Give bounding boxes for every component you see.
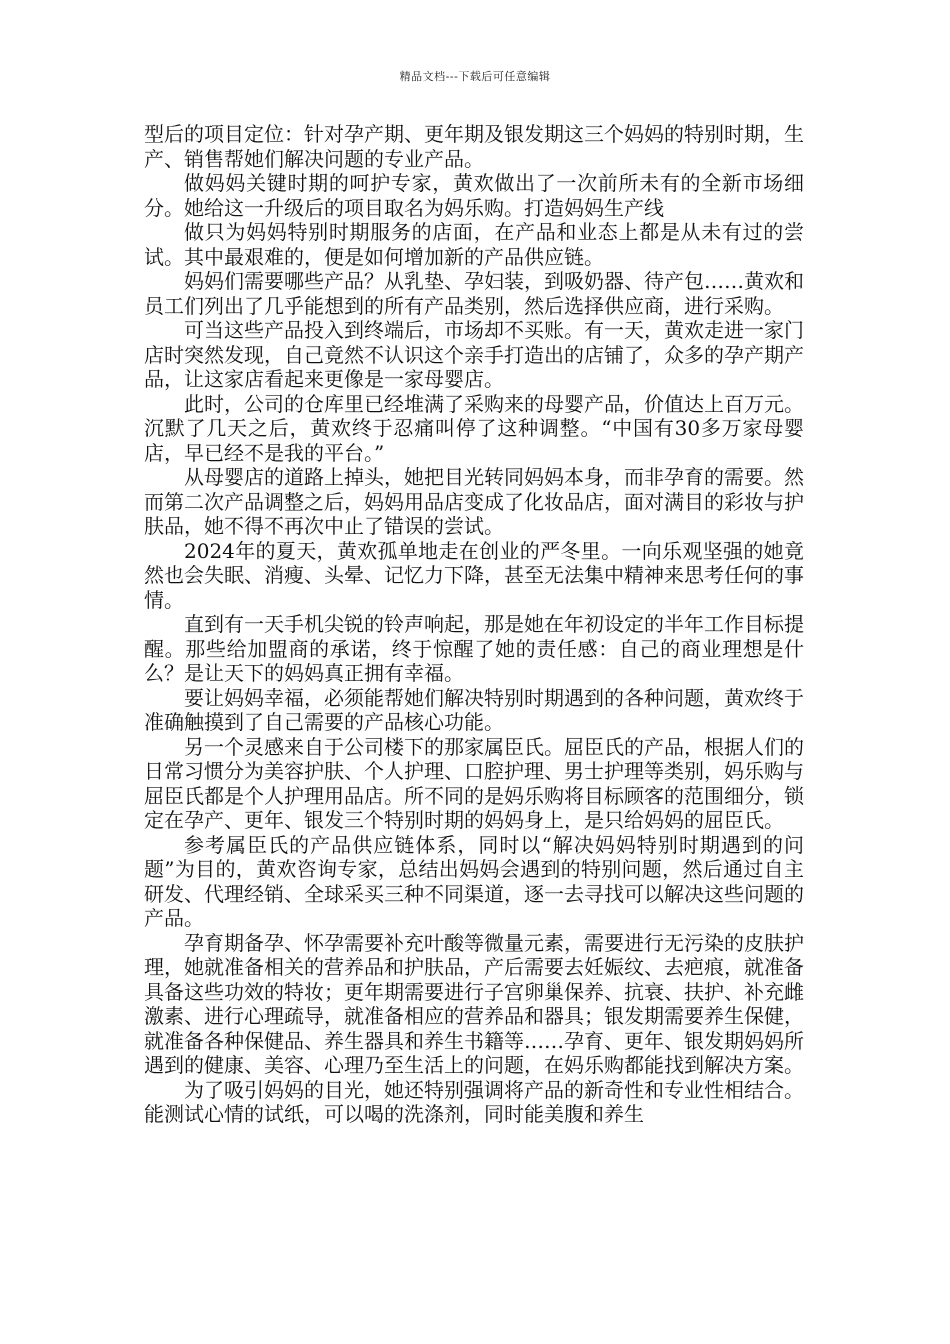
paragraph: 孕育期备孕、怀孕需要补充叶酸等微量元素，需要进行无污染的皮肤护理，她就准备相关的营养品和护肤品，产后需要去妊娠纹、去疤痕，就准备具备这些功效的特妆；更年期需要进行子宫卵巢保养、抗衰、扶护、补充雌激素、进行心理疏导，就准备相应的营养品和器具；银发期需要养生保健，就准备各种保健品、养生器具和养生书籍等……孕育、更年、银发期妈妈所遇到的健康、美容、心理乃至生活上的问题，在妈乐购都能找到解决方案。	[144, 930, 804, 1077]
page-header: 精品文档---下载后可任意编辑	[399, 70, 551, 83]
paragraph: 此时，公司的仓库里已经堆满了采购来的母婴产品，价值达上百万元。沉默了几天之后，黄欢终于忍痛叫停了这种调整。“中国有30多万家母婴店，早已经不是我的平台。”	[144, 391, 804, 465]
paragraph: 妈妈们需要哪些产品？从乳垫、孕妇装，到吸奶器、待产包……黄欢和员工们列出了几乎能想到的所有产品类别，然后选择供应商，进行采购。	[144, 269, 804, 318]
body-text	[144, 122, 804, 1127]
paragraph: 从母婴店的道路上掉头，她把目光转同妈妈本身，而非孕育的需要。然而第二次产品调整之后，妈妈用品店变成了化妆品店，面对满目的彩妆与护肤品，她不得不再次中止了错误的尝试。	[144, 465, 804, 538]
paragraph: 参考属臣氏的产品供应链体系，同时以“解决妈妈特别时期遇到的问题”为目的，黄欢咨询专家，总结出妈妈会遇到的特别问题，然后通过自主研发、代理经销、全球采买三种不同渠道，逐一去寻找可以解决这些问题的产品。	[144, 832, 804, 930]
paragraph: 为了吸引妈妈的目光，她还特别强调将产品的新奇性和专业性相结合。能测试心情的试纸，可以喝的洗涤剂，同时能美腹和养生	[144, 1077, 804, 1126]
paragraph: 型后的项目定位：针对孕产期、更年期及银发期这三个妈妈的特别时期，生产、销售帮她们解决问题的专业产品。	[144, 122, 804, 171]
paragraph: 另一个灵感来自于公司楼下的那家属臣氏。屈臣氏的产品，根据人们的日常习惯分为美容护肤、个人护理、口腔护理、男士护理等类别，妈乐购与屈臣氏都是个人护理用品店。所不同的是妈乐购将目标顾客的范围细分，锁定在孕产、更年、银发三个特别时期的妈妈身上，是只给妈妈的屈臣氏。	[144, 734, 804, 832]
paragraph: 做妈妈关键时期的呵护专家，黄欢做出了一次前所未有的全新市场细分。她给这一升级后的项目取名为妈乐购。打造妈妈生产线	[144, 171, 804, 220]
paragraph: 做只为妈妈特别时期服务的店面，在产品和业态上都是从未有过的尝试。其中最艰难的，便是如何增加新的产品供应链。	[144, 220, 804, 269]
paragraph: 可当这些产品投入到终端后，市场却不买账。有一天，黄欢走进一家门店时突然发现，自己竟然不认识这个亲手打造出的店铺了，众多的孕产期产品，让这家店看起来更像是一家母婴店。	[144, 318, 804, 391]
paragraph: 2024年的夏天，黄欢孤单地走在创业的严冬里。一向乐观坚强的她竟然也会失眠、消瘦、头晕、记忆力下降，甚至无法集中精神来思考任何的事情。	[144, 538, 804, 612]
paragraph: 要让妈妈幸福，必须能帮她们解决特别时期遇到的各种问题，黄欢终于准确触摸到了自己需要的产品核心功能。	[144, 685, 804, 734]
paragraph: 直到有一天手机尖锐的铃声响起，那是她在年初设定的半年工作目标提醒。那些给加盟商的承诺，终于惊醒了她的责任感：自己的商业理想是什么？是让天下的妈妈真正拥有幸福。	[144, 612, 804, 685]
